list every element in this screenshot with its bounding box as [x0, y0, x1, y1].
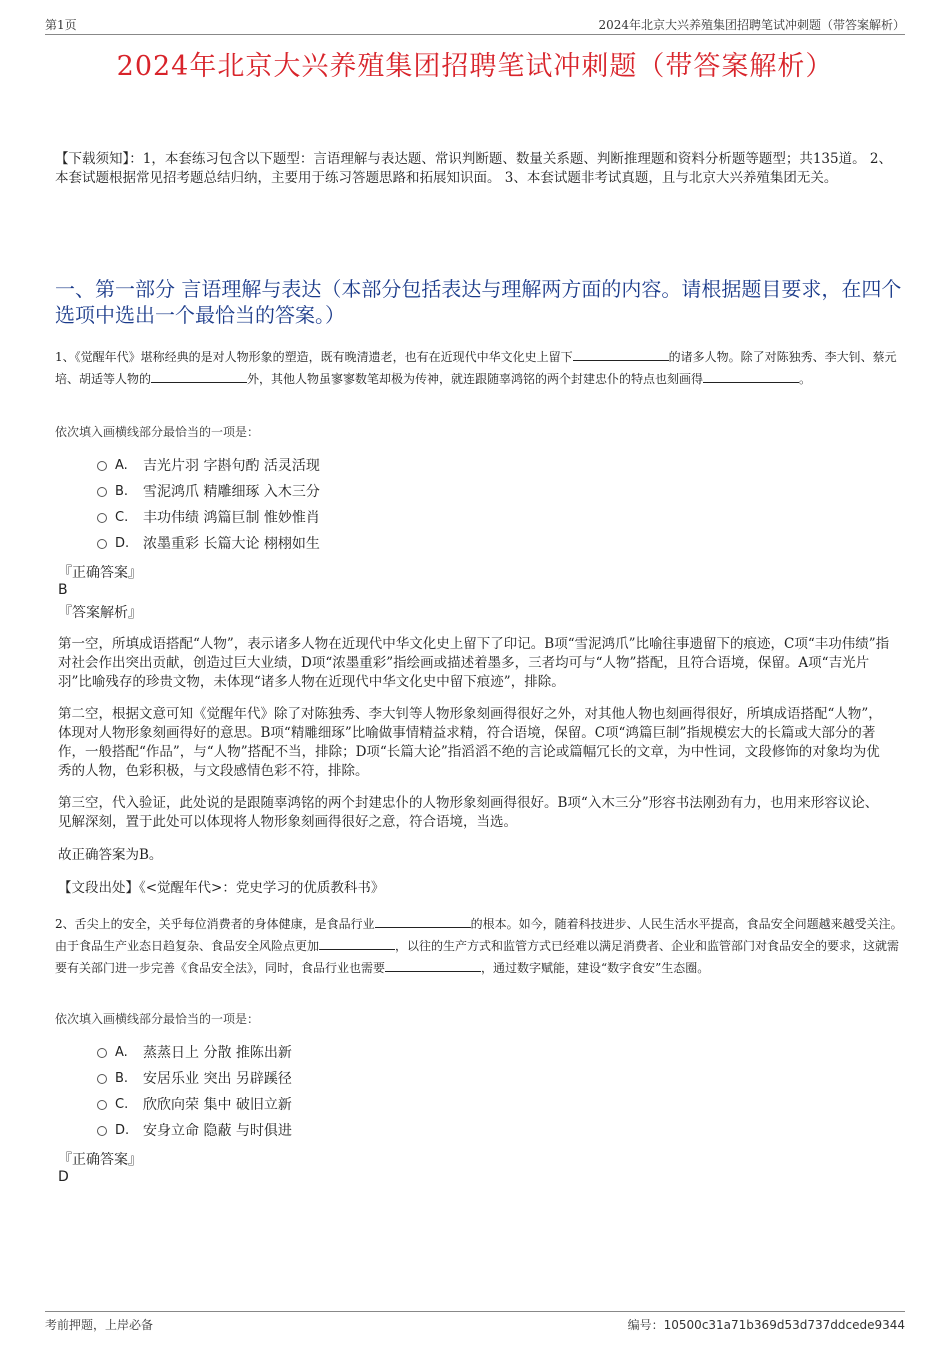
analysis-paragraph: 第二空，根据文意可知《觉醒年代》除了对陈独秀、李大钊等人物形象刻画得很好之外，对其他人物也刻画得很好，所填成语搭配“人物”，体现对人物形象刻画得好的意思。B项“精雕细琢”比喻做事情精益求精，符合语境，保留。C项“鸿篇巨制”指规模宏大的长篇或大部分的著作，一般搭配“作品”，与“人物”搭配不当，排除；D项“长篇大论”指滔滔不绝的言论或篇幅冗长的文章，为中性词，文段修饰的对象均为优秀的人物，色彩积极，与文段感情色彩不符，排除。 [58, 706, 882, 779]
document-code: 编号：10500c31a71b369d53d737ddcede9344 [627, 1318, 905, 1332]
option-letter: A. [115, 1045, 128, 1060]
source-citation: 【文段出处】《<觉醒年代>：党史学习的优质教科书》 [58, 880, 385, 896]
radio-icon[interactable] [97, 539, 107, 549]
option-text: 雪泥鸿爪 精雕细琢 入木三分 [143, 484, 320, 500]
section-heading: 一、第一部分 言语理解与表达（本部分包括表达与理解两方面的内容。请根据题目要求，在四个选项中选出一个最恰当的答案。） [55, 277, 902, 327]
q2-stem-part: 2、舌尖上的安全，关乎每位消费者的身体健康，是食品行业 [55, 917, 375, 931]
option-letter: D. [115, 1123, 130, 1138]
fill-blank [385, 959, 481, 972]
radio-icon[interactable] [97, 1048, 107, 1058]
option-letter: D. [115, 536, 130, 551]
page-number: 第1页 [45, 18, 77, 32]
q1-stem-part: 1、《觉醒年代》堪称经典的是对人物形象的塑造，既有晚清遗老，也有在近现代中华文化史上留下 [55, 350, 573, 364]
radio-icon[interactable] [97, 487, 107, 497]
correct-answer: B [58, 582, 68, 598]
question-2-instruction: 依次填入画横线部分最恰当的一项是： [55, 1012, 260, 1026]
question-1-options [97, 453, 320, 557]
correct-answer-label: 『正确答案』 [58, 1152, 142, 1168]
fill-blank [703, 370, 799, 383]
page-header [45, 14, 905, 35]
fill-blank [151, 370, 247, 383]
radio-icon[interactable] [97, 513, 107, 523]
option-text: 吉光片羽 字斟句酌 活灵活现 [143, 458, 320, 474]
fill-blank [319, 937, 395, 950]
radio-icon[interactable] [97, 1126, 107, 1136]
option-text: 浓墨重彩 长篇大论 栩栩如生 [143, 536, 320, 552]
option-text: 安居乐业 突出 另辟蹊径 [143, 1071, 292, 1087]
option-letter: B. [115, 484, 129, 499]
radio-icon[interactable] [97, 461, 107, 471]
analysis-conclusion: 故正确答案为B。 [58, 847, 163, 863]
option-text: 蒸蒸日上 分散 推陈出新 [143, 1045, 292, 1061]
option-a[interactable] [97, 453, 320, 479]
q1-stem-part: 外，其他人物虽寥寥数笔却极为传神，就连跟随辜鸿铭的两个封建忠仆的特点也刻画得 [247, 372, 704, 386]
option-d[interactable] [97, 1118, 292, 1144]
footer-slogan: 考前押题，上岸必备 [45, 1318, 154, 1332]
option-text: 安身立命 隐蔽 与时俱进 [143, 1123, 292, 1139]
q1-stem-part: 。 [799, 372, 812, 386]
q2-stem-part: ，以往的生产方式和监管方式已经难以满足消费者、企业和监管部门对食品安全的要求，这就需要有关部门进一步完善《食品安全法》，同时，食品行业也需要 [55, 939, 900, 975]
question-1-instruction: 依次填入画横线部分最恰当的一项是： [55, 425, 260, 439]
analysis-paragraph: 第三空，代入验证，此处说的是跟随辜鸿铭的两个封建忠仆的人物形象刻画得很好。B项“入木三分”形容书法刚劲有力，也用来形容议论、见解深刻，置于此处可以体现将人物形象刻画得很好之意，符合语境，当选。 [58, 795, 879, 830]
analysis-paragraph: 第一空，所填成语搭配“人物”，表示诸多人物在近现代中华文化史上留下了印记。B项“雪泥鸿爪”比喻往事遗留下的痕迹，C项“丰功伟绩”指对社会作出突出贡献，创造过巨大业绩，D项“浓墨重彩”指绘画或描述着墨多，三者均可与“人物”搭配，且符合语境，保留。A项“吉光片羽”比喻残存的珍贵文物，未体现“诸多人物在近现代中华文化史中留下痕迹”，排除。 [58, 636, 890, 690]
option-text: 丰功伟绩 鸿篇巨制 惟妙惟肖 [143, 510, 320, 526]
correct-answer-label: 『正确答案』 [58, 565, 142, 581]
analysis-label: 『答案解析』 [58, 605, 142, 621]
page-footer [45, 1311, 905, 1334]
q1-stem-part: 的诸多人物。除了对陈独秀、李大钊、蔡元培、胡适等人物的 [55, 350, 897, 386]
fill-blank [375, 915, 471, 928]
option-letter: C. [115, 510, 129, 525]
option-text: 欣欣向荣 集中 破旧立新 [143, 1097, 292, 1113]
option-c[interactable] [97, 505, 320, 531]
header-doc-title: 2024年北京大兴养殖集团招聘笔试冲刺题（带答案解析） [598, 18, 905, 32]
option-letter: B. [115, 1071, 129, 1086]
radio-icon[interactable] [97, 1100, 107, 1110]
correct-answer: D [58, 1169, 69, 1185]
radio-icon[interactable] [97, 1074, 107, 1084]
option-letter: C. [115, 1097, 129, 1112]
option-d[interactable] [97, 531, 320, 557]
option-b[interactable] [97, 1066, 292, 1092]
option-c[interactable] [97, 1092, 292, 1118]
q2-stem-part: ，通过数字赋能，建设“数字食安”生态圈。 [481, 961, 710, 975]
fill-blank [573, 348, 669, 361]
option-b[interactable] [97, 479, 320, 505]
download-notice: 【下载须知】：1，本套练习包含以下题型：言语理解与表达题、常识判断题、数量关系题、判断推理题和资料分析题等题型；共135道。 2、本套试题根据常见招考题总结归纳，主要用于练习答题思路和拓展知识面。 3、本套试题非考试真题，且与北京大兴养殖集团无关。 [55, 151, 892, 186]
document-title: 2024年北京大兴养殖集团招聘笔试冲刺题（带答案解析） [116, 51, 834, 82]
option-letter: A. [115, 458, 128, 473]
question-1-stem [55, 346, 903, 390]
question-2-stem [55, 913, 903, 979]
question-2-options [97, 1040, 292, 1144]
option-a[interactable] [97, 1040, 292, 1066]
q2-stem-part: 的根本。如今，随着科技进步、人民生活水平提高，食品安全问题越来越受关注。由于食品生产业态日趋复杂、食品安全风险点更加 [55, 917, 903, 953]
